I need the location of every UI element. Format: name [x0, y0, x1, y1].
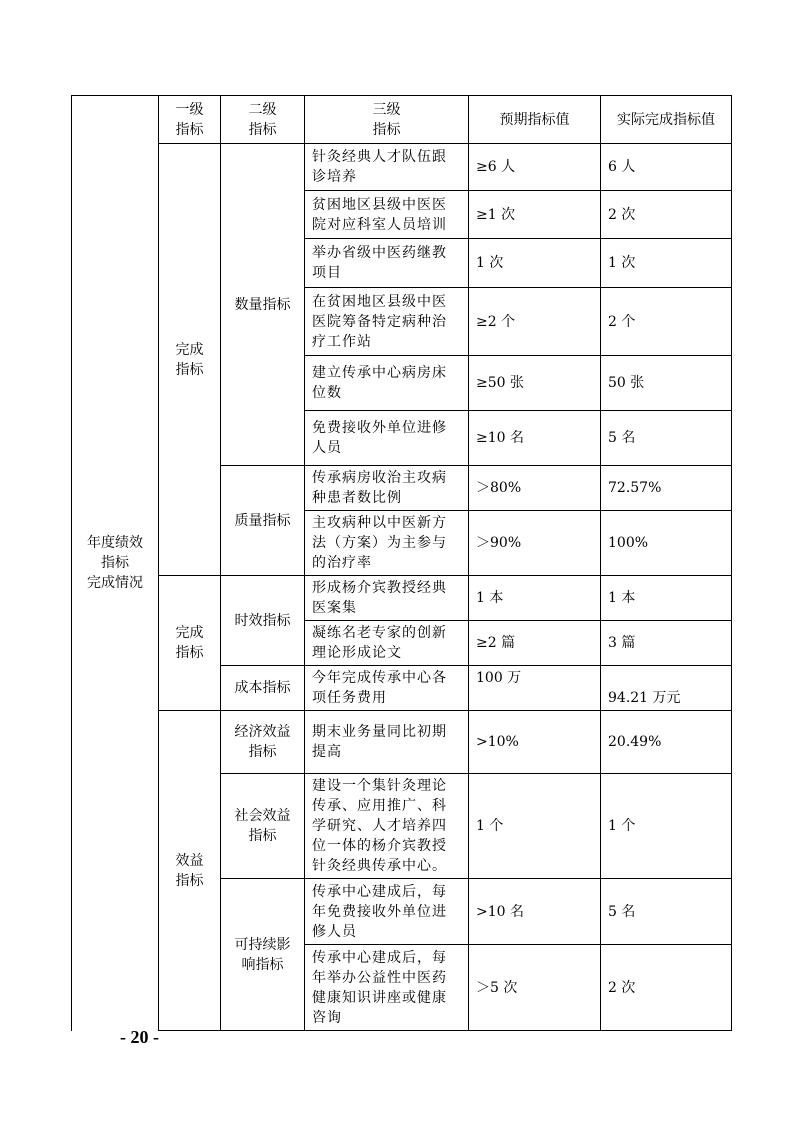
expected-value: ≥2 个: [469, 288, 601, 356]
section-label-cell: [72, 96, 159, 1031]
level3-name: 传承病房收治主攻病种患者数比例: [305, 466, 469, 511]
expected-value: >10 名: [469, 879, 601, 945]
expected-value: ≥50 张: [469, 356, 601, 411]
level3-name: 针灸经典人才队伍跟诊培养: [305, 144, 469, 191]
header-level2: 二级 指标: [221, 96, 305, 144]
header-level3: 三级 指标: [305, 96, 469, 144]
table-row: [72, 144, 732, 191]
level3-name: 在贫困地区县级中医医院筹备特定病种治疗工作站: [305, 288, 469, 356]
page-number: - 20 -: [120, 1027, 159, 1047]
level2-cost: 成本指标: [221, 666, 305, 711]
header-level1: 一级 指标: [159, 96, 221, 144]
actual-value: 72.57%: [601, 466, 732, 511]
level3-name: 形成杨介宾教授经典医案集: [305, 576, 469, 621]
actual-value: 20.49%: [601, 711, 732, 774]
actual-value: 1 本: [601, 576, 732, 621]
actual-value: 2 个: [601, 288, 732, 356]
expected-value: 100 万: [469, 666, 601, 711]
table-row: [72, 711, 732, 774]
expected-value: ≥1 次: [469, 191, 601, 239]
level3-name: 期末业务量同比初期提高: [305, 711, 469, 774]
actual-value: 2 次: [601, 945, 732, 1031]
expected-value: 1 本: [469, 576, 601, 621]
section-label-line: 完成情况: [87, 575, 143, 592]
level2-quantity: 数量指标: [221, 144, 305, 466]
actual-value: 6 人: [601, 144, 732, 191]
expected-value: ≥10 名: [469, 411, 601, 466]
level1-output-a: 完成 指标: [159, 144, 221, 576]
level3-name: 举办省级中医药继教项目: [305, 239, 469, 288]
level2-timeliness: 时效指标: [221, 576, 305, 666]
expected-value: 1 次: [469, 239, 601, 288]
level3-name: 今年完成传承中心各项任务费用: [305, 666, 469, 711]
level3-name: 贫困地区县级中医医院对应科室人员培训: [305, 191, 469, 239]
expected-value: ＞90%: [469, 511, 601, 576]
header-actual: 实际完成指标值: [601, 96, 732, 144]
level3-name: 建设一个集针灸理论传承、应用推广、科学研究、人才培养四位一体的杨介宾教授针灸经典传承中心。: [305, 774, 469, 879]
actual-value: 5 名: [601, 879, 732, 945]
level3-name: 建立传承中心病房床位数: [305, 356, 469, 411]
section-label-line: 年度绩效: [87, 535, 143, 552]
actual-value: 3 篇: [601, 621, 732, 666]
level3-name: 传承中心建成后，每年举办公益性中医药健康知识讲座或健康咨询: [305, 945, 469, 1031]
level2-economic: 经济效益 指标: [221, 711, 305, 774]
level3-name: 免费接收外单位进修人员: [305, 411, 469, 466]
level2-social: 社会效益 指标: [221, 774, 305, 879]
actual-value: 2 次: [601, 191, 732, 239]
expected-value: 1 个: [469, 774, 601, 879]
expected-value: >10%: [469, 711, 601, 774]
actual-value: 1 次: [601, 239, 732, 288]
level1-output-b: 完成 指标: [159, 576, 221, 711]
table-row: [72, 576, 732, 621]
level3-name: 主攻病种以中医新方法（方案）为主参与的治疗率: [305, 511, 469, 576]
section-label-line: 指标: [101, 555, 129, 572]
level2-quality: 质量指标: [221, 466, 305, 576]
expected-value: ≥2 篇: [469, 621, 601, 666]
actual-value: 94.21 万元: [601, 666, 732, 711]
level3-name: 传承中心建成后，每年免费接收外单位进修人员: [305, 879, 469, 945]
actual-value: 1 个: [601, 774, 732, 879]
expected-value: ＞80%: [469, 466, 601, 511]
level2-sustainability: 可持续影 响指标: [221, 879, 305, 1031]
actual-value: 5 名: [601, 411, 732, 466]
header-row: [72, 96, 732, 144]
level1-benefit: 效益 指标: [159, 711, 221, 1031]
expected-value: ≥6 人: [469, 144, 601, 191]
header-expected: 预期指标值: [469, 96, 601, 144]
level3-name: 凝练名老专家的创新理论形成论文: [305, 621, 469, 666]
actual-value: 100%: [601, 511, 732, 576]
actual-value: 50 张: [601, 356, 732, 411]
performance-table: [71, 95, 732, 1031]
expected-value: ＞5 次: [469, 945, 601, 1031]
